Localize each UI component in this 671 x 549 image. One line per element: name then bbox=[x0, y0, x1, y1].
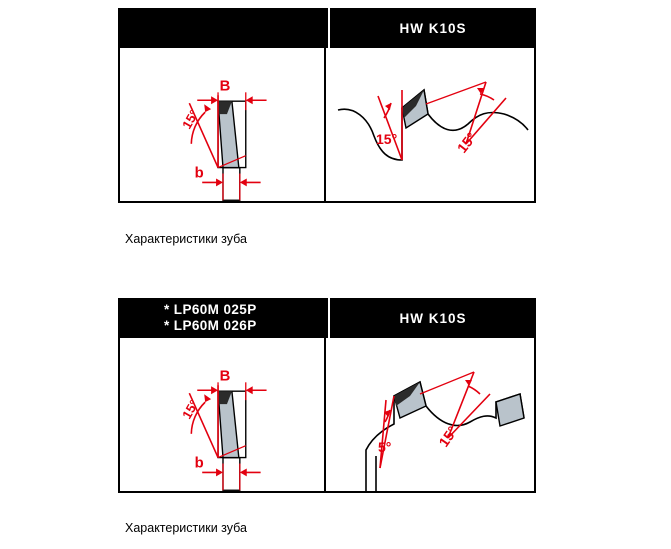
panel-1-figures bbox=[118, 48, 536, 203]
angle-label-5-left: 5° bbox=[378, 439, 392, 455]
panel-1-header-material bbox=[328, 8, 536, 48]
angle-label-15-right: 15° bbox=[435, 423, 461, 450]
angle-label-15-right: 15° bbox=[453, 129, 480, 156]
panel-2-caption: Характеристики зуба bbox=[125, 521, 247, 535]
panel-2-side-view-figure bbox=[326, 338, 534, 491]
product-code-2: * LP60M 026P bbox=[164, 318, 257, 333]
angle-label-15: 15° bbox=[178, 107, 202, 132]
dimension-label-B: B bbox=[219, 368, 231, 385]
dimension-label-B: B bbox=[219, 78, 231, 95]
panel-1-header-codes bbox=[118, 8, 328, 48]
material-label: HW K10S bbox=[399, 310, 467, 326]
panel-1-front-view-figure bbox=[120, 48, 326, 201]
angle-label-15: 15° bbox=[178, 397, 202, 422]
panel-2-figures bbox=[118, 338, 536, 493]
tooth-spec-panel-1 bbox=[118, 8, 536, 203]
tooth-spec-panel-2 bbox=[118, 298, 536, 493]
panel-2-front-view-figure bbox=[120, 338, 326, 491]
dimension-label-b: b bbox=[194, 455, 204, 472]
dimension-label-b: b bbox=[194, 165, 204, 182]
panel-1-caption: Характеристики зуба bbox=[125, 232, 247, 246]
angle-label-15-left: 15° bbox=[376, 131, 398, 147]
panel-2-header-codes bbox=[118, 298, 328, 338]
material-label: HW K10S bbox=[399, 20, 467, 36]
panel-1-header bbox=[118, 8, 536, 48]
product-code-1: * LP60M 025P bbox=[164, 302, 257, 317]
panel-1-side-view-figure bbox=[326, 48, 534, 201]
panel-2-header-material bbox=[328, 298, 536, 338]
panel-2-header bbox=[118, 298, 536, 338]
